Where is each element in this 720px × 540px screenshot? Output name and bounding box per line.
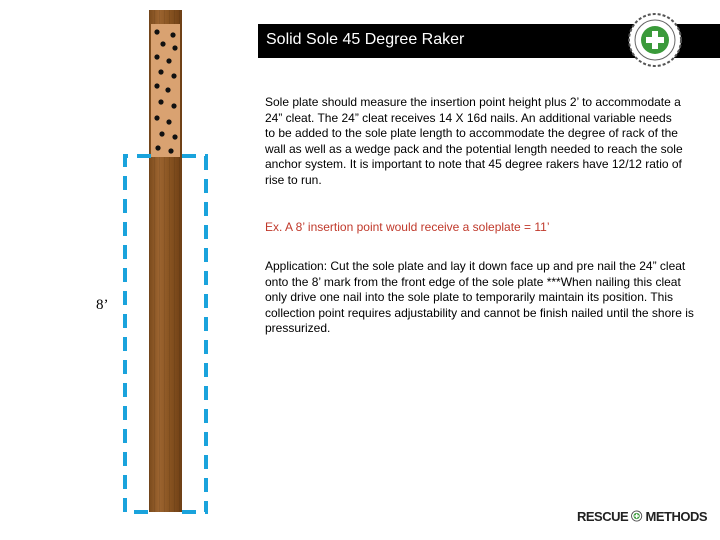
example-text: Ex. A 8’ insertion point would receive a soleplate = 11’ [265, 220, 550, 234]
rescue-methods-mark-icon [631, 506, 642, 526]
logo-word-right: METHODS [645, 508, 707, 524]
logo-word-left: RESCUE [577, 508, 629, 524]
description-paragraph: Sole plate should measure the insertion point height plus 2’ to accommodate a 24” cleat. The 24” cleat receives 14 X 16d nails. An additional variable needs to be added to the sole plate length to accommodate the degree of rack of the wall as well as a wedge pack and the potential length needed to reach the sole anchor system. It is important to note that 45 degree rakers have 12/12 ratio of rise to run. [265, 95, 683, 187]
slide-title: Solid Sole 45 Degree Raker [266, 31, 465, 48]
rescue-methods-logo [577, 504, 707, 528]
dimension-label: 8’ [96, 297, 109, 313]
application-paragraph: Application: Cut the sole plate and lay it down face up and pre nail the 24” cleat onto the 8’ mark from the front edge of the sole plate ***When nailing this cleat only drive one nail into the sole plate to temporarily maintain its position. This collection point requires adjustability and cannot be finish nailed until the shore is pressurized. [265, 259, 694, 335]
